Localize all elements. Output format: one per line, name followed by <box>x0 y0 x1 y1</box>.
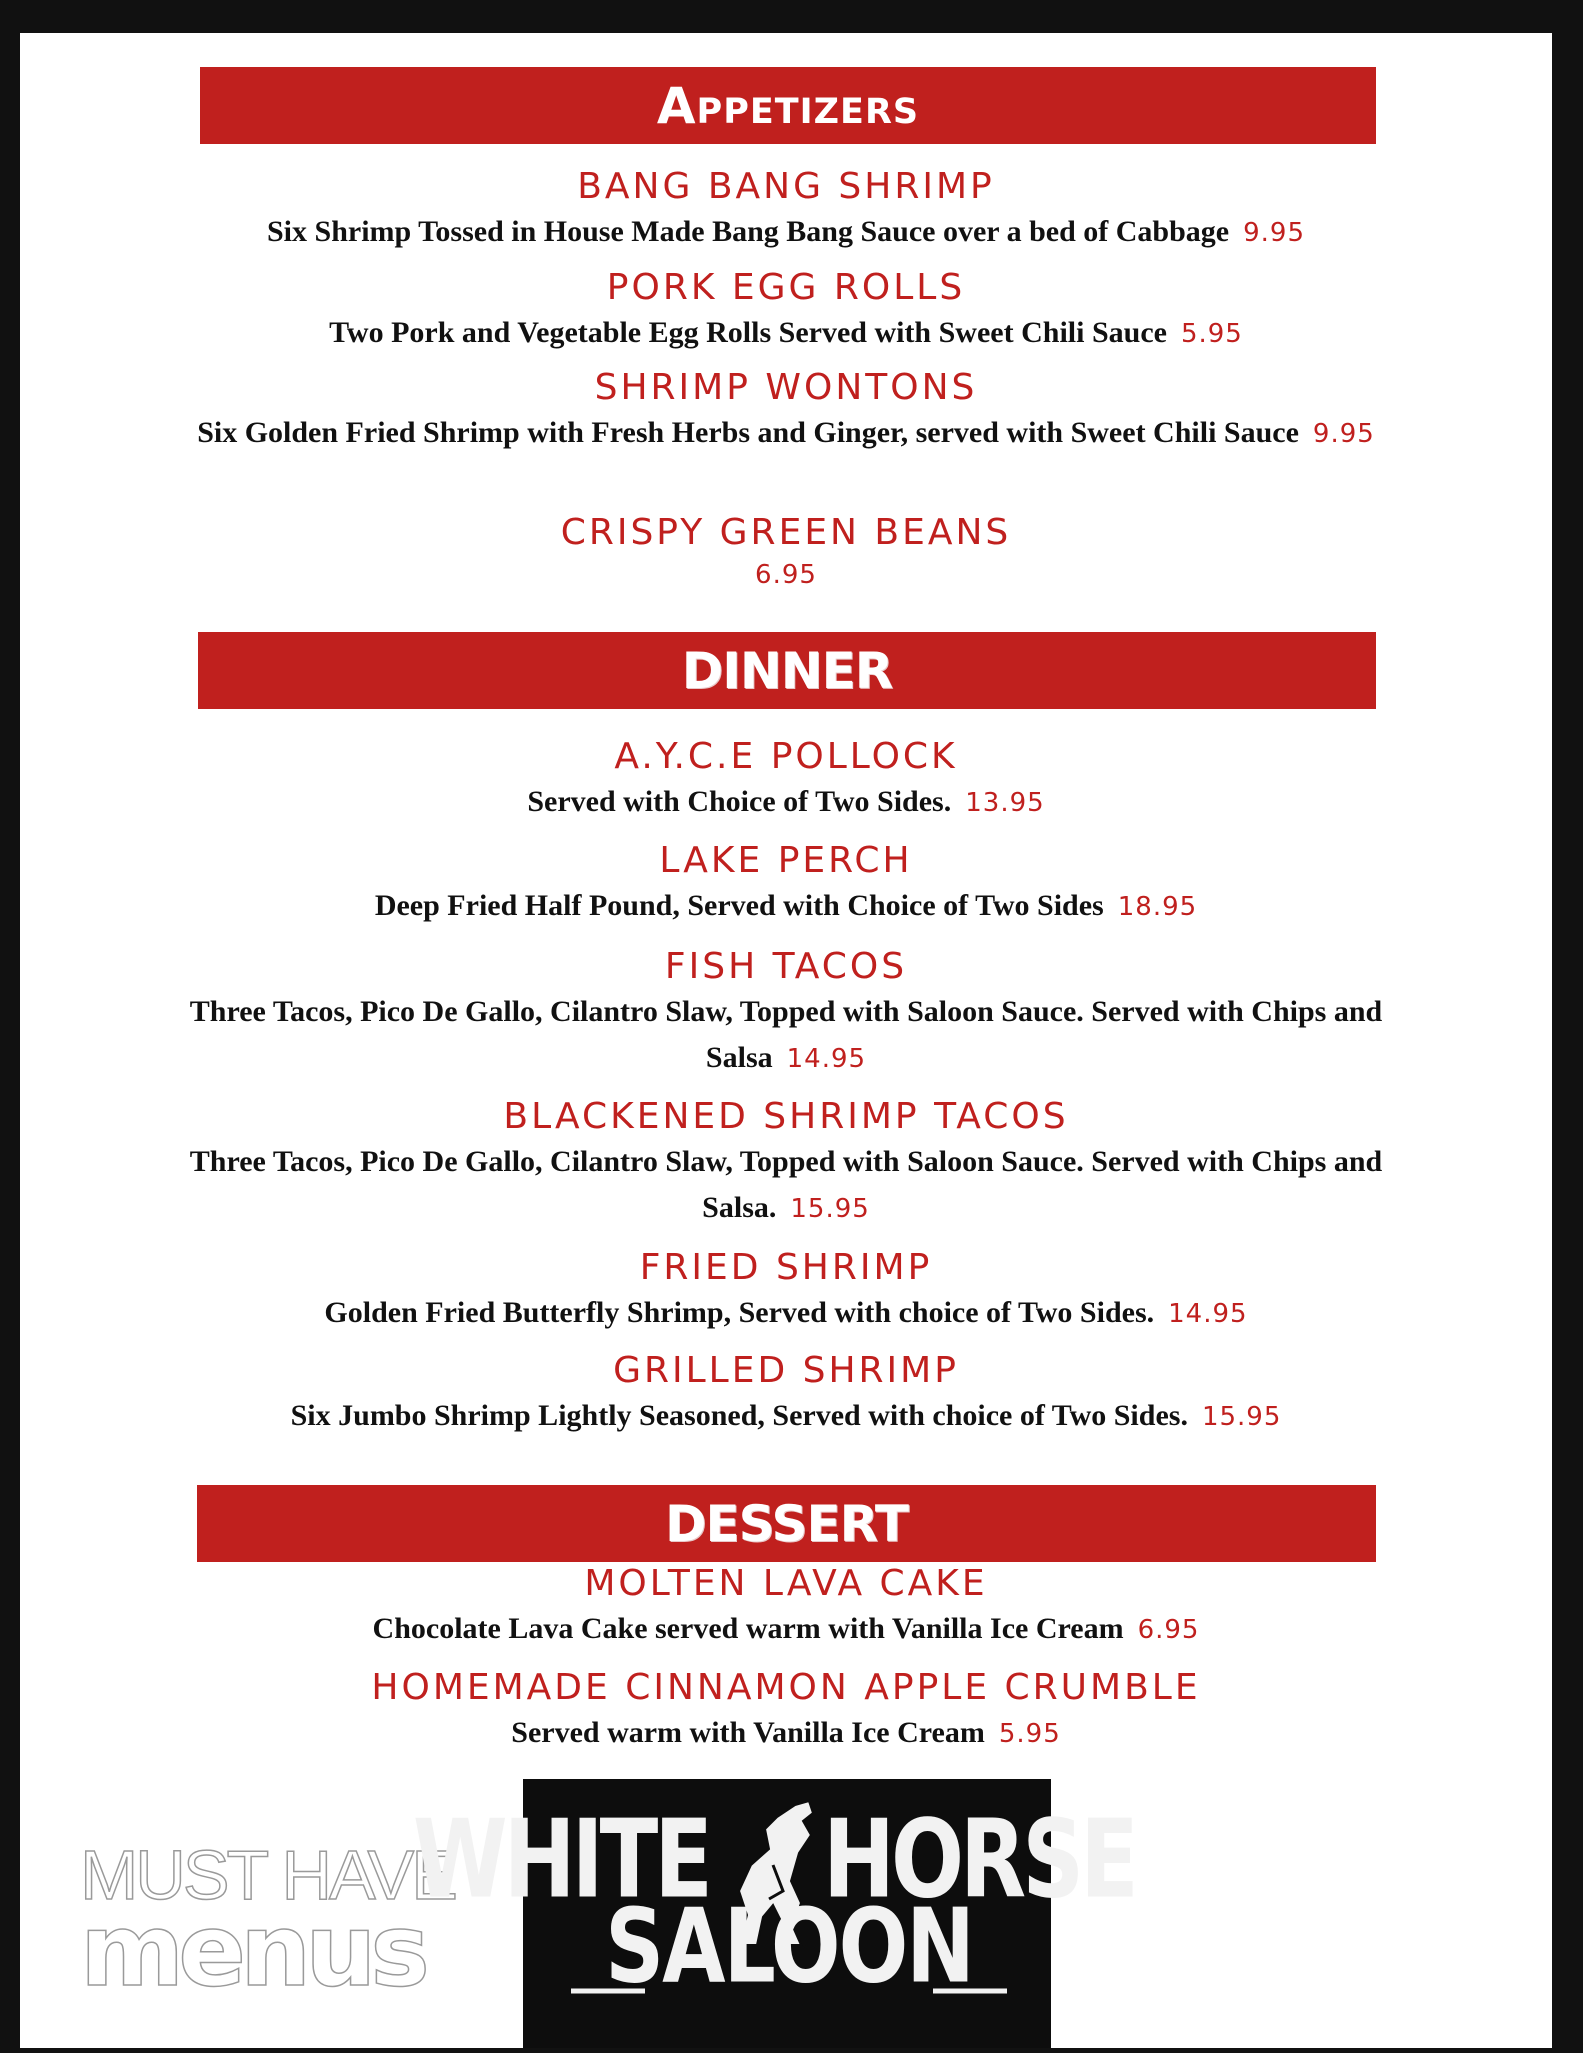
item-name: PORK EGG ROLLS <box>606 267 966 308</box>
item-name: CRISPY GREEN BEANS <box>560 512 1012 553</box>
item-price: 9.95 <box>1243 218 1305 248</box>
item-price: 5.95 <box>1180 319 1243 349</box>
white-horse-saloon-logo <box>412 1779 1135 2048</box>
item-name: BANG BANG SHRIMP <box>577 166 995 207</box>
item-price: 14.95 <box>1168 1299 1248 1329</box>
item-name: FISH TACOS <box>664 946 908 987</box>
menu-item-pork-egg-rolls <box>20 266 1552 357</box>
menu-item-fish-tacos <box>20 945 1552 1082</box>
item-description: Served warm with Vanilla Ice Cream 5.95 <box>511 1716 1061 1749</box>
menu-item-cinnamon-apple-crumble <box>20 1666 1552 1757</box>
dinner-title: DINNER <box>681 641 893 700</box>
item-description: Six Golden Fried Shrimp with Fresh Herbs and Ginger, served with Sweet Chili Sauce 9.95 <box>197 416 1375 449</box>
menu-item-fried-shrimp <box>20 1246 1552 1337</box>
appetizers-title: Appetizers <box>656 76 920 135</box>
item-name: FRIED SHRIMP <box>639 1247 933 1288</box>
item-name: HOMEMADE CINNAMON APPLE CRUMBLE <box>371 1667 1201 1708</box>
item-price: 18.95 <box>1117 892 1198 922</box>
logo-word-saloon: SALOON <box>605 1886 973 2006</box>
item-price: 15.95 <box>790 1194 870 1224</box>
item-description: Three Tacos, Pico De Gallo, Cilantro Slaw, Topped with Saloon Sauce. Served with Chips and Salsa 14.95 <box>189 995 1383 1074</box>
watermark-line1: MUST HAVE <box>80 1836 455 1914</box>
menu-item-grilled-shrimp <box>20 1349 1552 1440</box>
item-description: Deep Fried Half Pound, Served with Choice of Two Sides 18.95 <box>374 889 1198 922</box>
menu-item-shrimp-wontons <box>20 366 1552 457</box>
item-description: Six Shrimp Tossed in House Made Bang Bang Sauce over a bed of Cabbage 9.95 <box>266 215 1305 248</box>
menu-item-crispy-green-beans <box>20 511 1552 595</box>
dinner-banner <box>198 632 1376 709</box>
item-name: GRILLED SHRIMP <box>613 1350 959 1391</box>
menu-page <box>20 33 1552 2048</box>
item-price: 14.95 <box>786 1044 867 1074</box>
logo-word-horse: HORSE <box>823 1797 1135 1922</box>
menu-item-lake-perch <box>20 839 1552 930</box>
item-description: Golden Fried Butterfly Shrimp, Served with choice of Two Sides. 14.95 <box>324 1296 1248 1329</box>
watermark-line2: menus <box>80 1892 424 2009</box>
item-name: SHRIMP WONTONS <box>594 367 978 408</box>
item-name: A.Y.C.E POLLOCK <box>614 736 958 777</box>
item-description: Chocolate Lava Cake served warm with Vanilla Ice Cream 6.95 <box>372 1612 1200 1645</box>
item-price: 15.95 <box>1201 1402 1282 1432</box>
item-name: BLACKENED SHRIMP TACOS <box>503 1096 1069 1137</box>
item-description: Six Jumbo Shrimp Lightly Seasoned, Served with choice of Two Sides. 15.95 <box>290 1399 1282 1432</box>
item-price: 13.95 <box>965 788 1045 818</box>
item-description: Three Tacos, Pico De Gallo, Cilantro Slaw, Topped with Saloon Sauce. Served with Chips and Salsa. 15.95 <box>189 1145 1383 1224</box>
item-price: 5.95 <box>998 1719 1061 1749</box>
menu-item-molten-lava-cake <box>20 1562 1552 1653</box>
item-description: Served with Choice of Two Sides. 13.95 <box>527 785 1045 818</box>
dessert-title: DESSERT <box>665 1494 908 1553</box>
menu-item-bang-bang-shrimp <box>20 165 1552 256</box>
item-price: 9.95 <box>1312 419 1375 449</box>
item-name: LAKE PERCH <box>659 840 913 881</box>
item-description: Two Pork and Vegetable Egg Rolls Served with Sweet Chili Sauce 5.95 <box>329 316 1243 349</box>
logo-art <box>412 1779 1135 2048</box>
item-name: MOLTEN LAVA CAKE <box>584 1563 988 1604</box>
menu-item-ayce-pollock <box>20 735 1552 826</box>
item-price: 6.95 <box>755 560 817 590</box>
menu-item-blackened-shrimp-tacos <box>20 1095 1552 1232</box>
logo-word-white: WHITE <box>412 1797 709 1922</box>
dessert-banner <box>197 1485 1376 1562</box>
appetizers-banner <box>200 67 1376 144</box>
item-price: 6.95 <box>1137 1615 1200 1645</box>
